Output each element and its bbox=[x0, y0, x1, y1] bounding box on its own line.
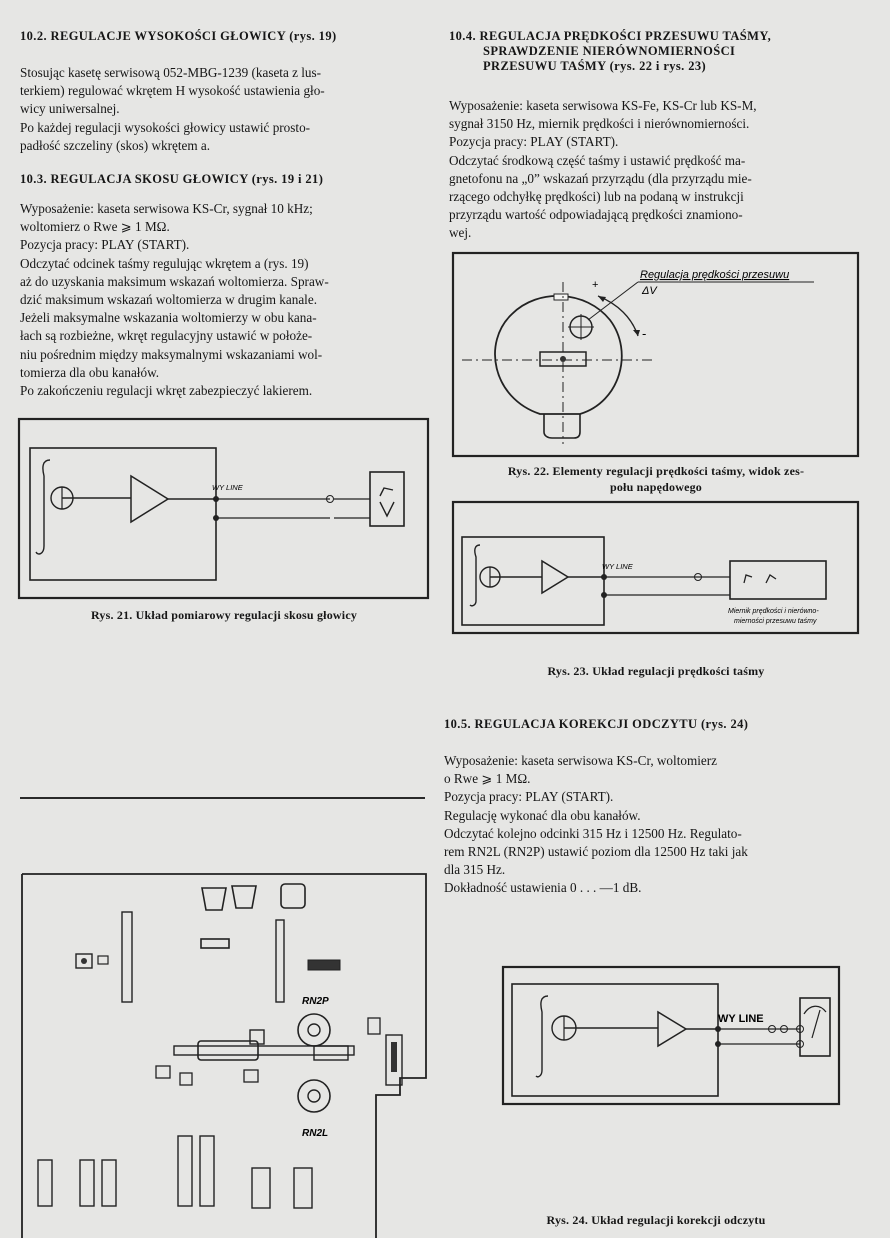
wy-line-label: WY LINE bbox=[212, 483, 243, 492]
figure-20-board-diagram bbox=[18, 870, 430, 1238]
text-line: gnetofonu na „0” wskazań przyrządu (dla przyrządu mie- bbox=[449, 170, 752, 186]
figure-23-diagram bbox=[452, 501, 860, 635]
text-line: o Rwe ⩾ 1 MΩ. bbox=[444, 771, 531, 787]
figure-23-caption: Rys. 23. Układ regulacji prędkości taśmy bbox=[547, 664, 765, 678]
meter-label-line: mierności przesuwu taśmy bbox=[734, 618, 817, 625]
text-line: Po każdej regulacji wysokości głowicy ustawić prosto- bbox=[20, 119, 311, 135]
heading-line: PRZESUWU TAŚMY (rys. 22 i rys. 23) bbox=[483, 59, 707, 73]
text-line: Regulację wykonać dla obu kanałów. bbox=[444, 807, 641, 823]
plus-sign: + bbox=[592, 279, 599, 291]
regulation-label: Regulacja prędkości przesuwu bbox=[640, 269, 790, 281]
minus-sign: - bbox=[642, 326, 647, 341]
text-line: Po zakończeniu regulacji wkręt zabezpieczyć lakierem. bbox=[20, 383, 313, 399]
text-line: Odczytać kolejno odcinki 315 Hz i 12500 Hz. Regulato- bbox=[444, 825, 742, 841]
text-line: łach są rozbieżne, wkręt regulacyjny ustawić w położe- bbox=[20, 328, 313, 344]
text-line: Odczytać odcinek taśmy regulując wkrętem a (rys. 19) bbox=[20, 255, 309, 271]
heading-10-5: 10.5. REGULACJA KOREKCJI ODCZYTU (rys. 24) bbox=[444, 717, 749, 731]
text-line: niu pośrednim między maksymalnymi wskazaniami wol- bbox=[20, 346, 323, 362]
text-line: terkiem) regulować wkrętem H wysokość ustawienia gło- bbox=[20, 83, 325, 99]
text-line: padłość szczeliny (skos) wkrętem a. bbox=[20, 137, 211, 153]
heading-line: SPRAWDZENIE NIERÓWNOMIERNOŚCI bbox=[483, 44, 736, 58]
paragraph-10-2 bbox=[20, 64, 425, 155]
heading-line: 10.4. REGULACJA PRĘDKOŚCI PRZESUWU TAŚMY, bbox=[449, 29, 772, 43]
figure-24-diagram bbox=[502, 966, 842, 1106]
paragraph-10-3 bbox=[20, 200, 425, 400]
text-line: Odczytać środkową część taśmy i ustawić prędkość ma- bbox=[449, 152, 746, 168]
text-line: Pozycja pracy: PLAY (START). bbox=[449, 134, 619, 150]
caption-line: Rys. 22. Elementy regulacji prędkości taśmy, widok zes- bbox=[507, 464, 805, 478]
text-line: dla 315 Hz. bbox=[444, 862, 506, 878]
wy-line-label: WY LINE bbox=[718, 1013, 764, 1025]
text-line: Pozycja pracy: PLAY (START). bbox=[444, 789, 614, 805]
figure-22-diagram bbox=[452, 252, 860, 458]
text-line: rem RN2L (RN2P) ustawić poziom dla 12500 Hz taki jak bbox=[444, 844, 748, 860]
text-line: Stosując kasetę serwisową 052-MBG-1239 (kaseta z lus- bbox=[20, 65, 322, 80]
figure-22-caption bbox=[446, 463, 866, 495]
paragraph-10-5 bbox=[444, 752, 858, 898]
text-line: Dokładność ustawienia 0 . . . —1 dB. bbox=[444, 880, 642, 896]
figure-21-diagram bbox=[18, 418, 430, 600]
text-line: wej. bbox=[449, 225, 472, 241]
rn2l-label: RN2L bbox=[302, 1128, 329, 1139]
delta-v-label: ΔV bbox=[642, 285, 657, 297]
figure-21-caption: Rys. 21. Układ pomiarowy regulacji skosu głowicy bbox=[90, 608, 358, 622]
paragraph-10-4 bbox=[449, 97, 857, 243]
text-line: Wyposażenie: kaseta serwisowa KS-Fe, KS-Cr lub KS-M, bbox=[449, 98, 757, 113]
text-line: dzić maksimum wskazań woltomierza w drugim kanale. bbox=[20, 292, 317, 308]
wy-line-label: WY LINE bbox=[602, 562, 633, 571]
text-line: tomierza dla obu kanałów. bbox=[20, 364, 160, 380]
text-line: wicy uniwersalnej. bbox=[20, 101, 120, 117]
meter-label-line: Miernik prędkości i nierówno- bbox=[728, 608, 819, 615]
text-line: Jeżeli maksymalne wskazania woltomierzy w obu kana- bbox=[20, 310, 317, 326]
rn2p-label: RN2P bbox=[302, 996, 329, 1007]
text-line: rzącego odchyłkę prędkości) lub na podaną w instrukcji bbox=[449, 189, 744, 205]
heading-10-4 bbox=[449, 29, 771, 74]
text-line: Wyposażenie: kaseta serwisowa KS-Cr, woltomierz bbox=[444, 753, 717, 768]
text-line: aż do uzyskania maksimum wskazań woltomierza. Spraw- bbox=[20, 273, 329, 289]
text-line: woltomierz o Rwe ⩾ 1 MΩ. bbox=[20, 219, 170, 235]
heading-10-3: 10.3. REGULACJA SKOSU GŁOWICY (rys. 19 i 21) bbox=[20, 172, 324, 186]
text-line: Pozycja pracy: PLAY (START). bbox=[20, 237, 190, 253]
heading-10-2: 10.2. REGULACJE WYSOKOŚCI GŁOWICY (rys. 19) bbox=[20, 29, 337, 43]
text-line: Wyposażenie: kaseta serwisowa KS-Cr, sygnał 10 kHz; bbox=[20, 201, 313, 216]
figure-24-caption: Rys. 24. Układ regulacji korekcji odczytu bbox=[546, 1213, 766, 1227]
text-line: przyrządu wartość odpowiadającą prędkości znamiono- bbox=[449, 207, 743, 223]
text-line: sygnał 3150 Hz, miernik prędkości i nierównomierności. bbox=[449, 116, 750, 132]
column-divider-line bbox=[20, 797, 425, 799]
caption-line: połu napędowego bbox=[609, 480, 703, 494]
